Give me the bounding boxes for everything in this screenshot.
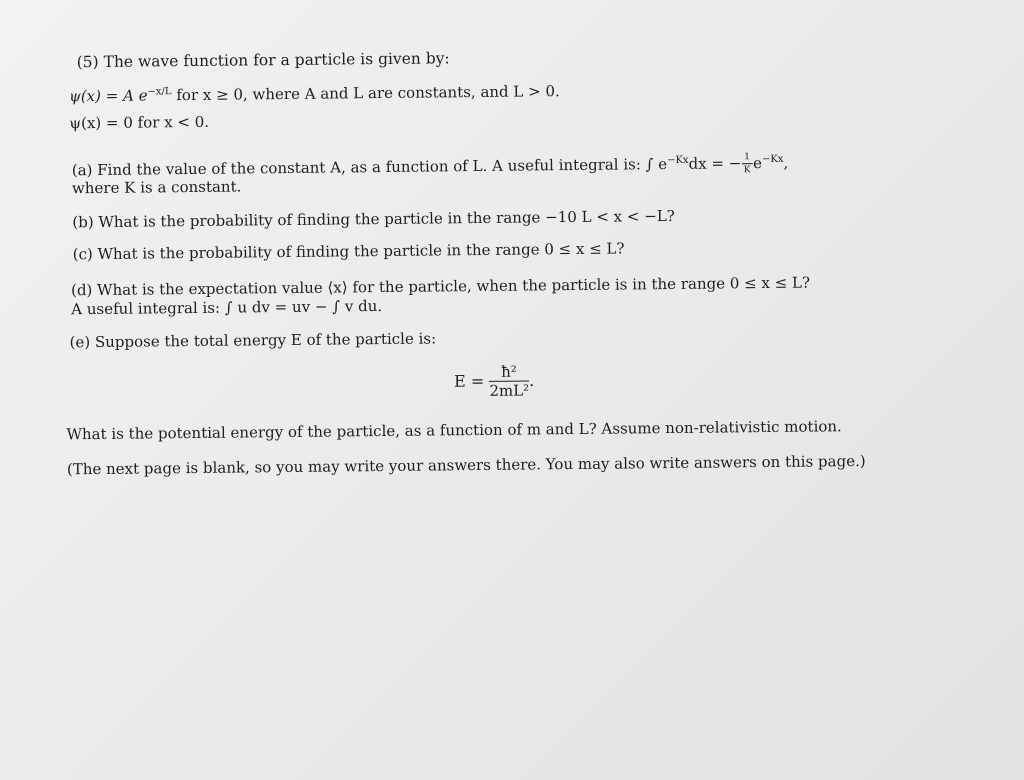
part-d-line-2: A useful integral is: ∫ u dv = uv − ∫ v du. (71, 297, 383, 319)
energy-lhs: E = (453, 371, 485, 391)
part-a-text: (a) Find the value of the constant A, as a function of L. A useful integral is: ∫ e (71, 155, 668, 180)
psi-rest: for x ≥ 0, where A and L are constants, and L > 0. (171, 82, 560, 105)
part-a-frac-num: 1 (741, 153, 753, 164)
psi-exponent: −x/L (147, 86, 172, 98)
answer-note: (The next page is blank, so you may write your answers there. You may also write answers on this page.) (66, 451, 866, 479)
problem-intro (77, 49, 450, 71)
part-b: (b) What is the probability of finding the particle in the range −10 L < x < −L? (72, 206, 675, 232)
problem-intro-text: The wave function for a particle is given by: (103, 49, 450, 71)
energy-num: ħ² (489, 364, 529, 381)
part-a-end: , (783, 153, 789, 172)
part-e-question: What is the potential energy of the particle, as a function of m and L? Assume non-relativistic motion. (66, 417, 842, 444)
part-c: (c) What is the probability of finding the particle in the range 0 ≤ x ≤ L? (72, 239, 625, 264)
part-a-exp2: −Kx (761, 153, 784, 166)
part-a-mid: dx = − (688, 154, 742, 173)
part-a-frac-den: K (743, 165, 751, 176)
part-a-tail: e (752, 154, 763, 173)
part-a-exp1: −Kx (667, 154, 689, 167)
part-d-line-1: (d) What is the expectation value ⟨x⟩ for the particle, when the particle is in the range 0 ≤ x ≤ L? (70, 273, 811, 300)
energy-fraction (489, 364, 529, 398)
part-a-fraction (741, 153, 753, 175)
part-a-line-2: where K is a constant. (71, 177, 242, 198)
psi-definition-negative: ψ(x) = 0 for x < 0. (69, 112, 210, 133)
psi-definition-positive (69, 82, 560, 105)
energy-equation (454, 364, 534, 399)
energy-den: 2mL² (489, 381, 530, 400)
part-e-line-1: (e) Suppose the total energy E of the particle is: (69, 329, 437, 352)
problem-number: (5) (76, 52, 99, 72)
psi-lhs: ψ(x) = A e (68, 86, 148, 106)
energy-end: . (528, 370, 535, 390)
